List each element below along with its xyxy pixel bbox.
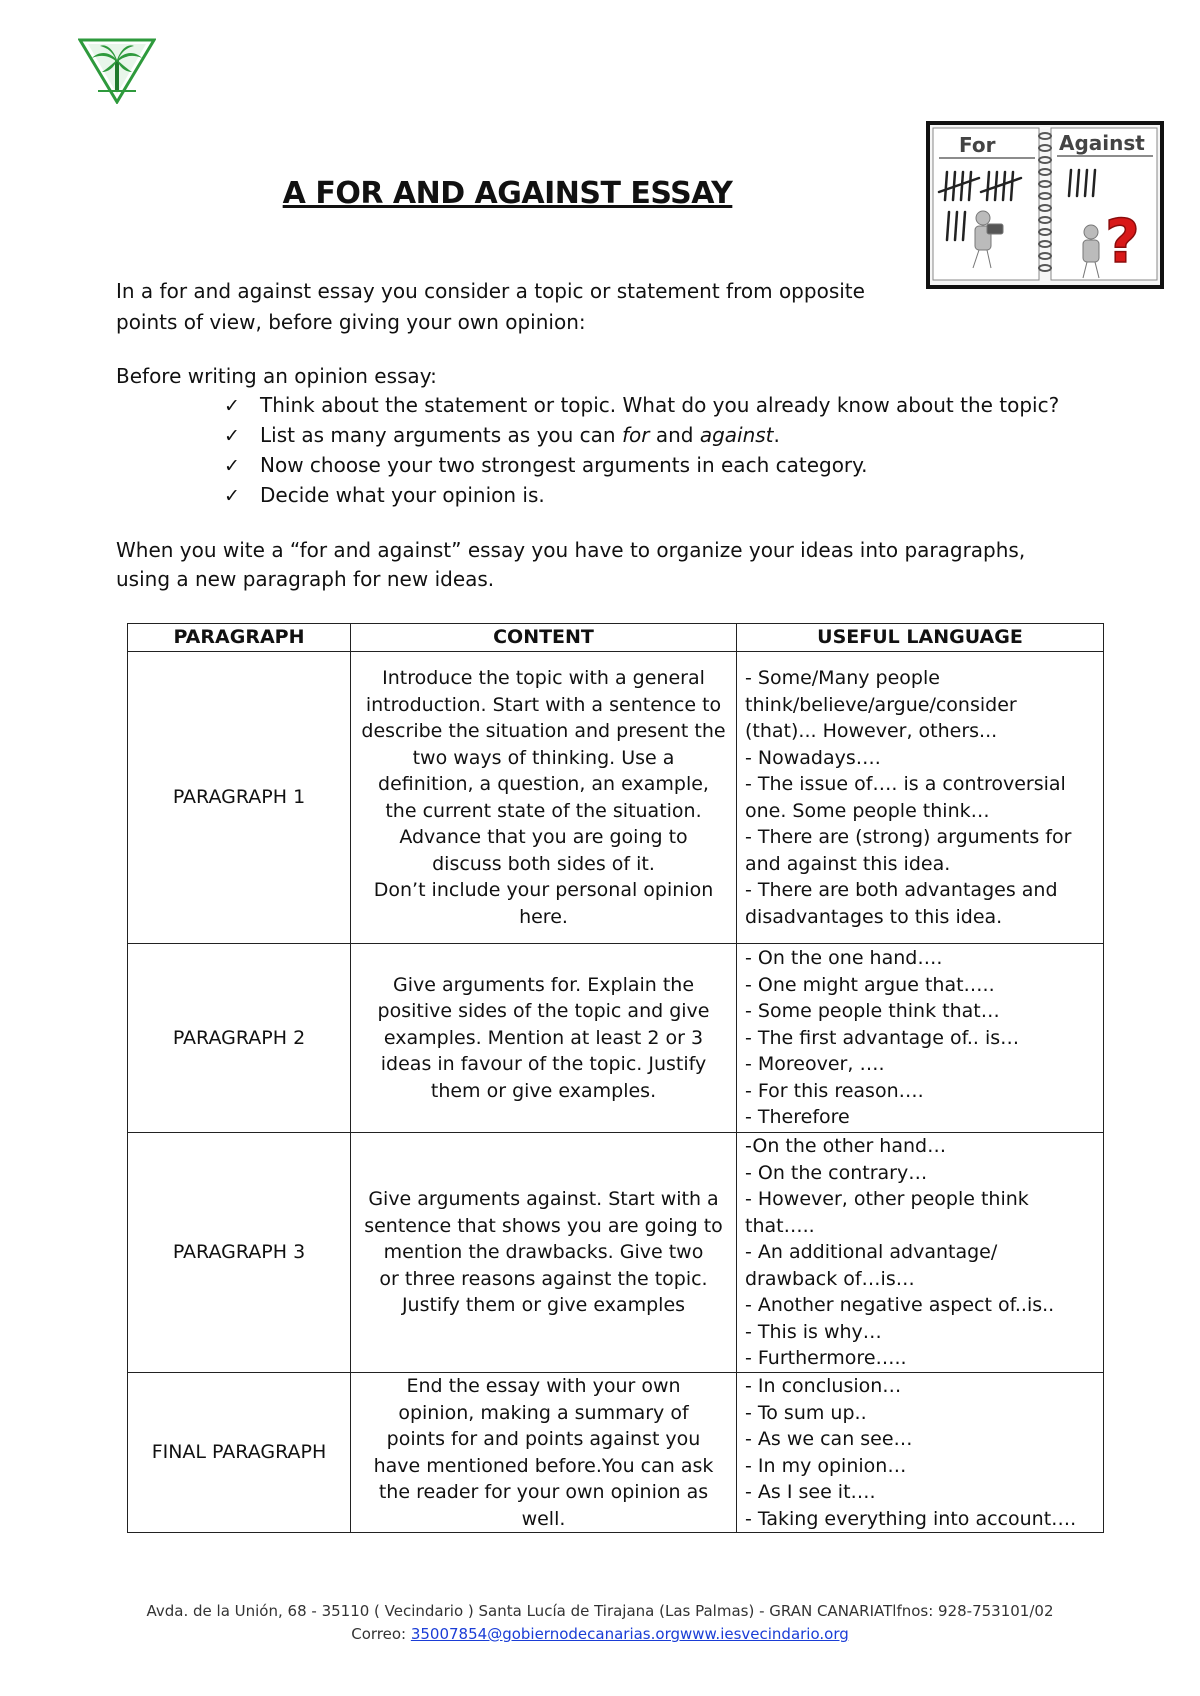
content-line: examples. Mention at least 2 or 3	[383, 1026, 704, 1049]
useful-language-line: - This is why…	[745, 1320, 882, 1343]
content-line: or three reasons against the topic.	[379, 1267, 708, 1290]
page-title: A FOR AND AGAINST ESSAY	[282, 176, 733, 211]
useful-language-cell	[737, 1133, 1104, 1373]
content-line: mention the drawbacks. Give two	[383, 1241, 704, 1264]
useful-language-line: drawback of…is…	[745, 1267, 915, 1290]
footer-address: Avda. de la Unión, 68 - 35110 ( Vecindario ) Santa Lucía de Tirajana (Las Palmas) - GRAN CANARIATlfnos: 928-753101/02	[146, 1602, 1054, 1620]
useful-language-line: - To sum up..	[745, 1401, 867, 1424]
useful-language-line: - In my opinion…	[745, 1454, 907, 1477]
content-cell	[351, 944, 737, 1133]
checkmark-icon: ✓	[224, 395, 240, 417]
footer	[0, 1600, 1200, 1646]
useful-language-line: (that)... However, others...	[745, 720, 998, 742]
useful-language-line: - Another negative aspect of..is..	[745, 1294, 1055, 1317]
for-label: For	[959, 133, 996, 157]
checklist-item-text: List as many arguments as you can for and against.	[260, 423, 780, 447]
useful-language-line: disadvantages to this idea.	[745, 905, 1003, 928]
content-line: here.	[519, 905, 568, 928]
useful-language-line: - The issue of…. is a controversial	[745, 773, 1066, 795]
content-cell	[351, 1373, 737, 1533]
against-label: Against	[1059, 131, 1145, 155]
useful-language-line: one. Some people think…	[745, 799, 990, 822]
useful-language-line: - Therefore	[745, 1106, 850, 1129]
content-line: sentence that shows you are going to	[364, 1214, 723, 1237]
useful-language-line: - For this reason….	[745, 1079, 924, 1102]
header-content: CONTENT	[351, 624, 737, 652]
svg-text:?: ?	[1105, 207, 1140, 277]
content-line: Introduce the topic with a general	[382, 667, 705, 689]
header-paragraph: PARAGRAPH	[128, 624, 351, 652]
paragraph-cell: PARAGRAPH 2	[128, 944, 351, 1133]
useful-language-line: - As I see it….	[745, 1481, 876, 1503]
content-line: discuss both sides of it.	[432, 852, 655, 875]
useful-language-line: - On the one hand….	[745, 947, 943, 970]
checkmark-icon: ✓	[224, 425, 240, 447]
useful-language-line: - In conclusion…	[745, 1375, 902, 1397]
content-line: the current state of the situation.	[385, 799, 702, 822]
useful-language-line: - One might argue that…..	[745, 973, 995, 996]
organize-line: When you wite a “for and against” essay you have to organize your ideas into paragraphs,	[116, 538, 1026, 562]
useful-language-line: - There are (strong) arguments for	[745, 826, 1072, 848]
useful-language-line: - On the contrary…	[745, 1161, 928, 1184]
paragraph-cell: FINAL PARAGRAPH	[128, 1373, 351, 1533]
content-line: Give arguments for. Explain the	[392, 973, 695, 996]
useful-language-line: - Nowadays….	[745, 746, 881, 769]
intro-paragraph	[116, 276, 916, 338]
footer-email-link[interactable]: 35007854@gobiernodecanarias.orgwww.iesvecindario.org	[410, 1625, 849, 1643]
useful-language-cell	[737, 652, 1104, 944]
intro-line: In a for and against essay you consider a topic or statement from opposite	[116, 279, 865, 303]
useful-language-line: - Moreover, ….	[745, 1053, 885, 1076]
content-line: the reader for your own opinion as	[378, 1481, 709, 1503]
content-line: them or give examples.	[430, 1079, 657, 1102]
content-line: opinion, making a summary of	[398, 1401, 689, 1424]
useful-language-line: - An additional advantage/	[745, 1241, 998, 1264]
useful-language-line: -On the other hand…	[745, 1135, 947, 1158]
useful-language-cell	[737, 944, 1104, 1133]
useful-language-line: - Taking everything into account….	[745, 1507, 1077, 1530]
content-line: Give arguments against. Start with a	[368, 1188, 719, 1211]
useful-language-line: think/believe/argue/consider	[745, 693, 1017, 716]
intro-line: points of view, before giving your own opinion:	[116, 310, 586, 334]
checklist-item-text: Think about the statement or topic. What do you already know about the topic?	[260, 393, 1060, 417]
content-line: ideas in favour of the topic. Justify	[380, 1053, 707, 1076]
useful-language-cell	[737, 1373, 1104, 1533]
useful-language-line: - However, other people think	[745, 1188, 1029, 1211]
content-line: introduction. Start with a sentence to	[365, 693, 722, 716]
content-line: Don’t include your personal opinion	[373, 879, 714, 901]
content-line: well.	[521, 1507, 566, 1530]
table-row	[128, 1133, 1104, 1373]
content-line: positive sides of the topic and give	[377, 1000, 710, 1023]
organize-paragraph	[116, 536, 1156, 594]
checklist-item-text: Decide what your opinion is.	[260, 483, 545, 507]
content-cell	[351, 652, 737, 944]
before-writing-section	[116, 362, 1156, 511]
useful-language-line: and against this idea.	[745, 852, 951, 875]
checklist	[116, 391, 1156, 511]
useful-language-line: that…..	[745, 1214, 815, 1237]
useful-language-line: - Some people think that…	[745, 1000, 1000, 1023]
checkmark-icon: ✓	[224, 485, 240, 507]
palm-tree-logo-icon	[78, 38, 156, 104]
checklist-item	[224, 421, 1156, 451]
useful-language-line: - The first advantage of.. is…	[745, 1026, 1020, 1049]
table-row	[128, 944, 1104, 1133]
checkmark-icon: ✓	[224, 455, 240, 477]
table-row	[128, 652, 1104, 944]
content-line: points for and points against you	[386, 1428, 701, 1450]
essay-structure-table	[127, 623, 1104, 1533]
content-line: describe the situation and present the	[361, 720, 726, 742]
table-header-row	[128, 624, 1104, 652]
content-line: have mentioned before.You can ask	[373, 1454, 714, 1477]
useful-language-line: - As we can see…	[745, 1428, 913, 1450]
content-line: definition, a question, an example,	[378, 773, 709, 795]
footer-contact	[0, 1623, 1200, 1646]
paragraph-cell: PARAGRAPH 3	[128, 1133, 351, 1373]
before-heading: Before writing an opinion essay:	[116, 364, 437, 388]
header-useful-language: USEFUL LANGUAGE	[737, 624, 1104, 652]
content-cell	[351, 1133, 737, 1373]
useful-language-line: - There are both advantages and	[745, 879, 1058, 901]
checklist-item-text: Now choose your two strongest arguments in each category.	[260, 453, 868, 477]
checklist-item	[224, 451, 1156, 481]
content-line: End the essay with your own	[406, 1375, 681, 1397]
checklist-item	[224, 391, 1156, 421]
organize-line: using a new paragraph for new ideas.	[116, 567, 495, 591]
content-line: two ways of thinking. Use a	[412, 746, 675, 769]
checklist-item	[224, 481, 1156, 511]
useful-language-line: - Some/Many people	[745, 667, 940, 689]
content-line: Advance that you are going to	[399, 826, 688, 848]
useful-language-line: - Furthermore…..	[745, 1347, 907, 1370]
paragraph-cell: PARAGRAPH 1	[128, 652, 351, 944]
footer-correo-label: Correo:	[351, 1625, 411, 1643]
content-line: Justify them or give examples	[401, 1294, 686, 1317]
table-row	[128, 1373, 1104, 1533]
